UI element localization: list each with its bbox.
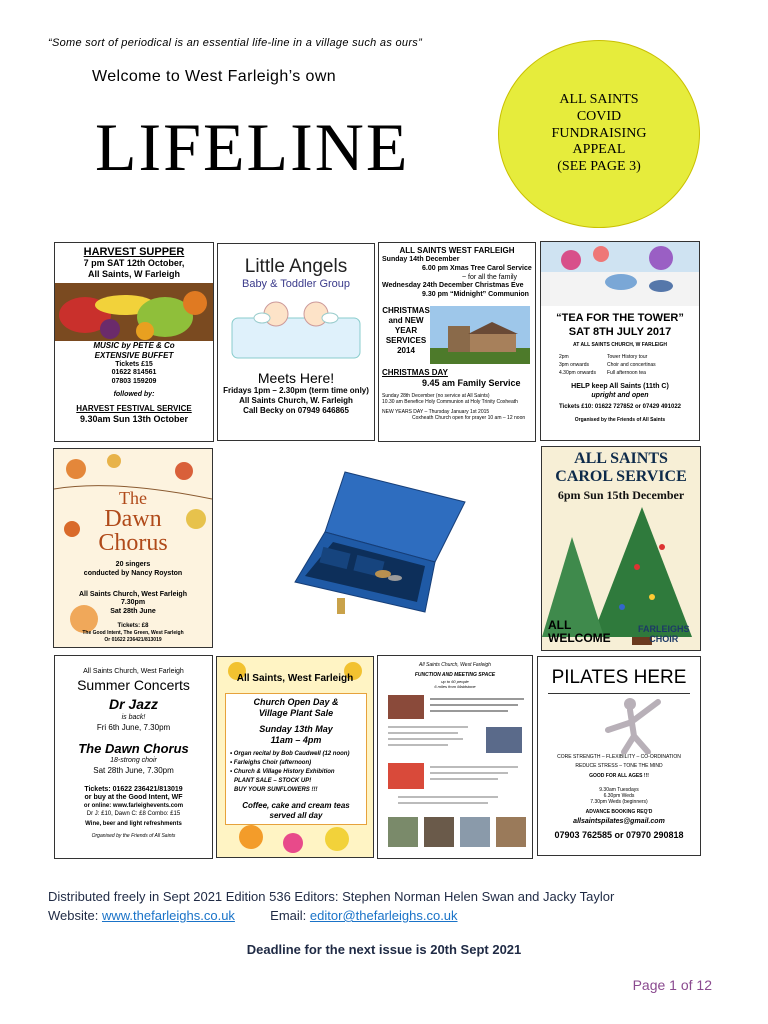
harvest-title: HARVEST SUPPER (83, 246, 185, 258)
dawn-outlets: The Good Intent, The Green, West Farleigh (82, 630, 184, 637)
dawn-conducted: conducted by Nancy Royston (83, 569, 183, 577)
function-photos (378, 693, 532, 853)
xmas14-f1: Sunday 28th December (no service at All Saints) (382, 393, 490, 399)
appeal-line: COVID (576, 108, 622, 124)
dawn-details (54, 561, 212, 643)
harvest-festival: HARVEST FESTIVAL SERVICE (76, 403, 192, 413)
openday-bullet-text: Church & Village History Exhibition (233, 769, 335, 775)
tea-upright: upright and open (591, 391, 649, 399)
angels-subtitle: Baby & Toddler Group (241, 278, 351, 290)
tea-schedule-row (559, 361, 699, 369)
poster-christmas-2014 (378, 242, 536, 442)
summer-tickets: Tickets: 01622 236421/813019 (84, 785, 183, 793)
xmas14-side-line: 2014 (397, 345, 415, 355)
xmas14-day: CHRISTMAS DAY (382, 367, 448, 377)
xmas14-l5: 9.30 pm “Midnight” Communion (422, 291, 529, 298)
tea-help: HELP keep All Saints (11th C) (571, 382, 669, 390)
pilates-booking: ADVANCE BOOKING REQ'D (585, 808, 653, 815)
appeal-text (552, 92, 647, 176)
tea-date: SAT 8TH JULY 2017 (568, 325, 672, 338)
tea-sched-event: Choir and concertinas (607, 361, 656, 368)
function-sub2: 6 miles from Maidstone (434, 683, 476, 689)
poster-harvest-supper (54, 242, 214, 442)
summer-venue: All Saints Church, West Farleigh (83, 668, 184, 675)
xmas14-side-line: SERVICES (385, 335, 427, 345)
pilates-s3: 7.30pm Weds (beginners) (590, 799, 648, 806)
tea-sched-time: 2pm (559, 353, 569, 360)
appeal-line: (SEE PAGE 3) (557, 159, 641, 175)
summer-act2: The Dawn Chorus (78, 740, 189, 756)
contact-line (48, 908, 458, 923)
openday-title1: Church Open Day & (253, 697, 339, 707)
function-sub1: up to 60 people (441, 678, 469, 684)
openday-header: All Saints, West Farleigh (236, 673, 354, 684)
carol-choir-line: CHOIR (649, 633, 679, 644)
tea-schedule-row (559, 369, 699, 377)
deadline-notice: Deadline for the next issue is 20th Sept 2021 (246, 942, 522, 957)
masthead-quote: “Some sort of periodical is an essential life-line in a village such as ours” (48, 37, 423, 49)
pilates-title: PILATES HERE (551, 667, 687, 688)
pilates-tag: CORE STRENGTH – FLEXIBILITY – CO-ORDINATION (557, 754, 681, 760)
xmas14-f3: NEW YEARS DAY – Thursday January 1st 2015 (382, 408, 490, 415)
carol-time: 6pm Sun 15th December (557, 487, 685, 502)
harvest-phone2: 07803 159209 (111, 378, 157, 385)
pilates-s2: 6.30pm Weds (603, 793, 635, 799)
appeal-line: FUNDRAISING (551, 125, 647, 141)
summer-choir: 18-strong choir (110, 756, 157, 764)
xmas14-side (382, 306, 430, 364)
harvest-date: 7 pm SAT 12th October, (83, 258, 185, 268)
tea-venue: AT ALL SAINTS CHURCH, W FARLEIGH (572, 341, 668, 348)
openday-plant: PLANT SALE – STOCK UP! (234, 778, 312, 784)
tea-table-photo (541, 242, 699, 306)
pilates-email: allsaintspilates@gmail.com (573, 817, 665, 825)
dawn-title-line: The (119, 488, 147, 508)
xmas14-l4: Wednesday 24th December Christmas Eve (382, 282, 524, 290)
tea-title: “TEA FOR THE TOWER” (556, 312, 684, 324)
function-venue: All Saints Church, West Farleigh (419, 662, 491, 668)
xmas14-side-line: CHRISTMAS (382, 305, 430, 315)
page-number: Page 1 of 12 (632, 977, 712, 993)
tea-tickets: Tickets £10: 01622 727852 or 07429 491022 (559, 404, 681, 411)
summer-date2: Sat 28th June, 7.30pm (93, 765, 174, 775)
openday-coffee1: Coffee, cake and cream teas (242, 801, 350, 810)
carol-welcome-line: ALL (548, 618, 572, 632)
function-title: FUNCTION AND MEETING SPACE (414, 672, 496, 679)
tea-schedule-row (559, 353, 699, 361)
xmas14-f4: Coxheath Church open for prayer 10 am – 12 noon (412, 414, 526, 421)
tea-sched-time: 3pm onwards (559, 361, 590, 368)
openday-date: Sunday 13th May (259, 723, 333, 734)
harvest-phone1: 01622 814561 (111, 369, 157, 377)
tea-org: Organised by the Friends of All Saints (574, 416, 666, 423)
tea-sched-time: 4.30pm onwards (559, 369, 596, 376)
website-label: Website: (48, 908, 99, 923)
email-label: Email: (270, 908, 307, 923)
openday-title2: Village Plant Sale (258, 708, 334, 719)
summer-date1: Fri 6th June, 7.30pm (96, 722, 171, 732)
xmas14-l3: ~ for all the family (462, 273, 518, 281)
openday-coffee2: served all day (269, 811, 323, 820)
poster-summer-concerts (54, 655, 213, 859)
tea-sched-event: Full afternoon tea (607, 369, 646, 376)
poster-pilates (537, 656, 701, 856)
welcome-line: Welcome to West Farleigh’s own (92, 68, 337, 85)
angels-illustration (218, 290, 374, 364)
tea-sched-event: Tower History tour (607, 353, 648, 360)
pilates-phones: 07903 762585 or 07970 290818 (554, 829, 684, 840)
openday-bullet: • Farleighs Choir (afternoon) (230, 760, 312, 766)
dawn-tickets: Tickets: £8 (117, 622, 149, 629)
summer-org: Organised by the Friends of All Saints (91, 832, 176, 839)
openday-bullet-text: Organ recital by Bob Caudwell (12 noon) (233, 751, 350, 757)
dawn-venue: All Saints Church, West Farleigh (78, 590, 187, 598)
pilates-s1: 9.30am Tuesdays (599, 786, 639, 793)
poster-little-angels (217, 243, 375, 441)
openday-bullet: • Church & Village History Exhibition (230, 769, 335, 775)
openday-bullets (230, 750, 366, 795)
xmas14-l2: 6.00 pm Xmas Tree Carol Service (422, 264, 532, 272)
poster-tea-for-the-tower (540, 241, 700, 441)
summer-back: is back! (121, 713, 146, 721)
openday-bullet: • Organ recital by Bob Caudwell (12 noon) (230, 751, 350, 757)
harvest-buffet: EXTENSIVE BUFFET (94, 350, 174, 360)
xmas14-day-service: 9.45 am Family Service (422, 377, 521, 388)
carol-title-line: ALL SAINTS (574, 450, 668, 467)
openday-time: 11am – 4pm (270, 734, 322, 745)
carol-choir-line: FARLEIGHS (638, 624, 690, 634)
summer-online: or online: www.farleighevents.com (83, 803, 184, 809)
carol-title (542, 450, 700, 503)
angels-call: Call Becky on 07949 646865 (243, 406, 349, 415)
appeal-line: ALL SAINTS (559, 92, 639, 107)
distribution-line: Distributed freely in Sept 2021 Edition 536 Editors: Stephen Norman Helen Swan and Jacky Taylor (48, 889, 615, 904)
harvest-festival-time: 9.30am Sun 13th October (79, 413, 189, 424)
poster-function-space (377, 655, 533, 859)
pilates-figure (538, 694, 700, 754)
harvest-music: MUSIC by PETE & Co (93, 340, 175, 350)
xmas14-side-line: YEAR (394, 325, 418, 335)
carol-choir (638, 625, 690, 645)
angels-venue: All Saints Church, W. Farleigh (239, 396, 353, 405)
dawn-phone: Or 01622 236421/813019 (104, 636, 162, 643)
dawn-title (94, 489, 172, 555)
website-link[interactable]: www.thefarleighs.co.uk (101, 908, 235, 923)
summer-act1: Dr Jazz (108, 696, 159, 713)
dawn-time: 7.30pm (120, 599, 146, 607)
poster-open-day (216, 656, 374, 858)
carol-welcome (548, 619, 611, 645)
tea-schedule (559, 353, 699, 377)
poster-dawn-chorus (53, 448, 213, 648)
xmas14-l1: Sunday 14th December (382, 256, 460, 263)
poster-carol-service (541, 446, 701, 651)
newsletter-title: LIFELINE (95, 109, 410, 185)
angels-title: Little Angels (244, 256, 348, 277)
dawn-title-line: Dawn (104, 506, 162, 532)
harvest-tickets: Tickets £15 (115, 360, 153, 368)
openday-sunflowers: BUY YOUR SUNFLOWERS !!! (234, 787, 318, 793)
dawn-date: Sat 28th June (110, 608, 156, 615)
summer-wine: Wine, beer and light refreshments (85, 821, 182, 827)
angels-time: Fridays 1pm – 2.30pm (term time only) (223, 386, 369, 395)
summer-title: Summer Concerts (77, 676, 190, 693)
angels-meets: Meets Here! (257, 370, 335, 386)
carol-title-line: CAROL SERVICE (555, 468, 687, 486)
xmas14-f2: 10.30 am Benefice Holy Communion at Holy Trinity Coxheath (382, 399, 518, 406)
carol-welcome-line: WELCOME (548, 631, 611, 646)
dawn-singers: 20 singers (115, 561, 151, 568)
pilates-tag2: REDUCE STRESS – TONE THE MIND (575, 763, 663, 770)
cash-box-image (285, 462, 475, 632)
fruit-illustration (55, 283, 213, 341)
xmas14-title: ALL SAINTS WEST FARLEIGH (399, 246, 515, 255)
covid-appeal-badge (498, 40, 700, 228)
church-photo (430, 306, 530, 364)
openday-bullet-text: Farleighs Choir (afternoon) (233, 760, 312, 766)
openday-panel (225, 693, 367, 825)
harvest-venue: All Saints, W Farleigh (87, 269, 180, 280)
pilates-ages: GOOD FOR ALL AGES !!! (589, 772, 649, 779)
email-link[interactable]: editor@thefarleighs.co.uk (309, 908, 458, 923)
harvest-followed: followed by: (113, 390, 155, 398)
summer-prices: Dr J: £10, Dawn C: £8 Combo: £15 (86, 810, 181, 817)
dawn-title-line: Chorus (98, 530, 168, 556)
xmas14-side-line: and NEW (388, 315, 424, 325)
appeal-line: APPEAL (572, 142, 626, 158)
summer-orbuy: or buy at the Good Intent, WF (84, 794, 183, 802)
